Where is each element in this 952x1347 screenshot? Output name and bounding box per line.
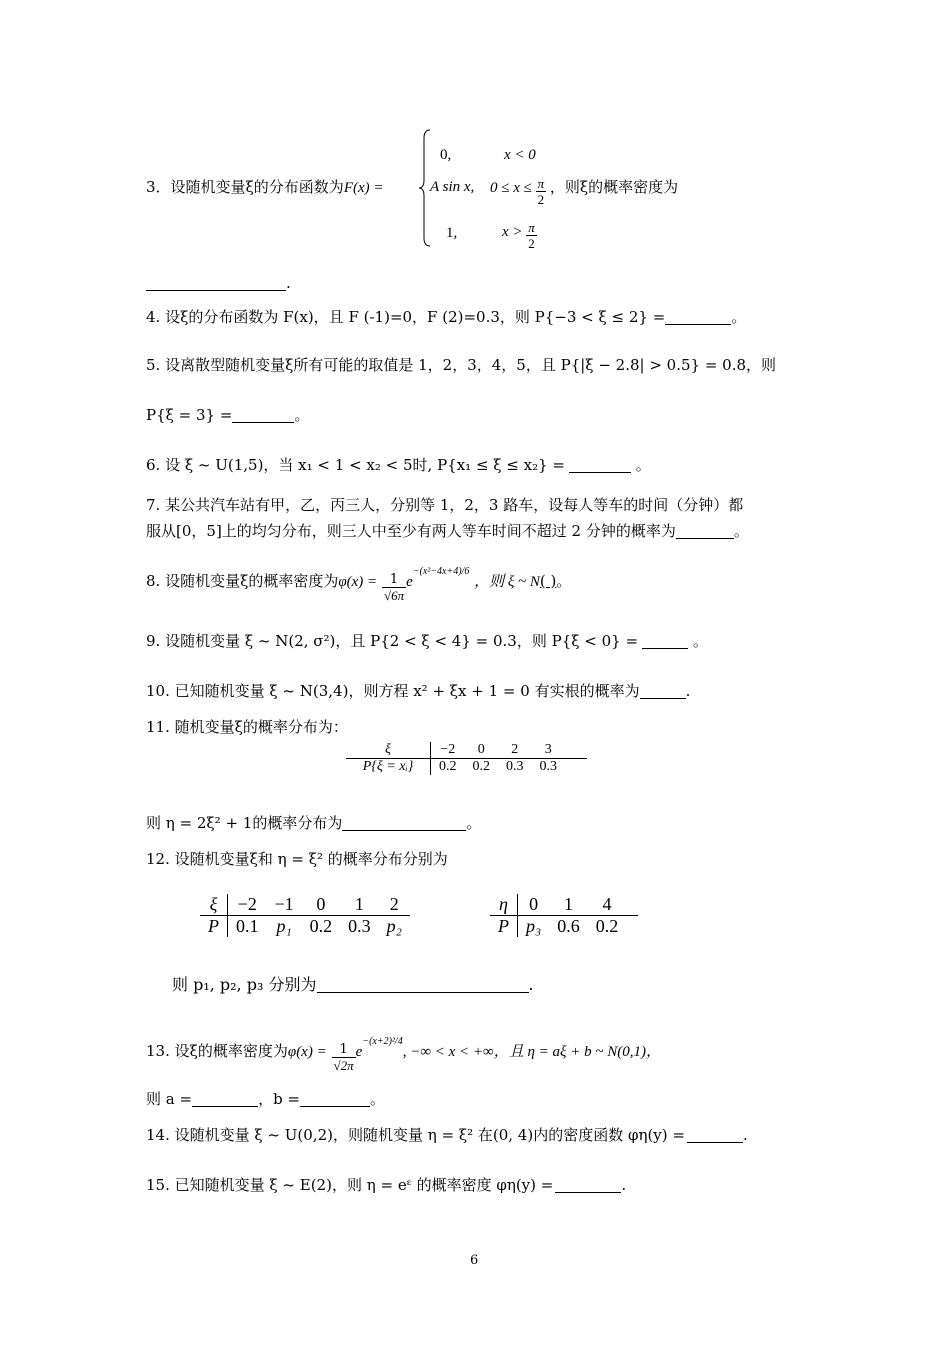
q12-after: 则 p₁, p₂, p₃ 分别为 . (172, 975, 534, 994)
q9-blank[interactable] (642, 633, 688, 649)
q3-case3: 1, (446, 225, 458, 241)
q13-blank-b[interactable] (300, 1091, 370, 1107)
q8: 8. 设随机变量ξ的概率密度为φ(x) = $\frac{1}{√6\pi}$ $e^{-(x^2-4x+4)/6}$ ，则 ξ ~ N( )。 (146, 566, 572, 603)
q9: 9. 设随机变量 ξ ~ N(2, σ²)，且 P{2 < ξ < 4} = 0.3，则 P{ξ < 0} = 。 (146, 632, 708, 650)
q14-blank[interactable] (687, 1127, 743, 1143)
q5-line1: 5. 设离散型随机变量ξ所有可能的取值是 1，2，3，4，5，且 P{|ξ − 2.8| > 0.5} = 0.8，则 (146, 356, 777, 374)
q10-blank[interactable] (640, 683, 686, 699)
page-number: 6 (470, 1253, 479, 1268)
q3-answer: . (146, 272, 291, 294)
q12-table2: η 0 1 4 P p₃ 0.6 0.2 (490, 894, 638, 937)
q3-suffix: ，则ξ的概率密度为 (549, 178, 679, 196)
q15-blank[interactable] (555, 1177, 621, 1193)
q10: 10. 已知随机变量 ξ ~ N(3,4)，则方程 x² + ξx + 1 = 0 有实根的概率为 . (146, 682, 691, 700)
q11-prob-row: P{ξ = xᵢ} 0.2 0.2 0.3 0.3 (346, 759, 587, 776)
q13: 13. 设ξ的概率密度为φ(x) = $\frac{1}{√2\pi}$ $e^{-(x+2)^2/4}$, −∞ < x < +∞，且 η = aξ + b ~ N(0,1)， (146, 1036, 661, 1073)
q5-blank[interactable] (232, 407, 294, 423)
q11-after: 则 η = 2ξ² + 1的概率分布为 。 (146, 814, 482, 832)
q5-line2: P{ξ = 3} = 。 (146, 406, 310, 424)
q4: 4. 设ξ的分布函数为 F(x)，且 F (-1)=0，F (2)=0.3，则 P{−3 < ξ ≤ 2} = 。 (146, 308, 747, 326)
q3-case2: A sin x, (430, 179, 475, 195)
q3-blank[interactable] (146, 275, 286, 291)
q3-case3-cond: x > $\frac{\pi}{2}$ (502, 220, 535, 251)
q13-line2: 则 a = ，b = 。 (146, 1090, 386, 1108)
q13-blank-a[interactable] (192, 1091, 258, 1107)
q15: 15. 已知随机变量 ξ ~ E(2)，则 η = eᵋ 的概率密度 φη(y) = . (146, 1176, 627, 1194)
q3-case1: 0, x < 0 (440, 147, 536, 163)
q3-fx: F(x) = (343, 180, 384, 196)
q3-case2-cond: 0 ≤ x ≤ $\frac{\pi}{2}$ ，则ξ的概率密度为 (490, 176, 679, 207)
q11-header-row: ξ −2 0 2 3 (346, 742, 587, 759)
q3-prefix: 3．设随机变量ξ的分布函数为 (146, 178, 344, 196)
q7-line1: 7. 某公共汽车站有甲，乙，丙三人，分别等 1，2，3 路车，设每人等车的时间（分钟）都 (146, 496, 744, 514)
q12-table1: ξ −2 −1 0 1 2 P 0.1 p₁ 0.2 0.3 p₂ (200, 894, 410, 937)
q12-text: 12. 设随机变量ξ和 η = ξ² 的概率分布分别为 (146, 850, 448, 868)
q8-blank[interactable]: ( ) (539, 572, 557, 590)
q3-line (146, 176, 384, 199)
q7-blank[interactable] (676, 523, 734, 539)
q11-table (346, 742, 587, 775)
q7-line2: 服从[0，5]上的均匀分布，则三人中至少有两人等车时间不超过 2 分钟的概率为 。 (146, 522, 749, 540)
q11-text: 11. 随机变量ξ的概率分布为： (146, 718, 348, 736)
q6-blank[interactable] (569, 457, 631, 473)
q6: 6. 设 ξ ~ U(1,5)，当 x₁ < 1 < x₂ < 5时, P{x₁ ≤ ξ ≤ x₂} = 。 (146, 456, 651, 474)
q12-blank[interactable] (317, 977, 529, 993)
q11-blank[interactable] (342, 815, 466, 831)
q14: 14. 设随机变量 ξ ~ U(0,2)，则随机变量 η = ξ² 在(0, 4)内的密度函数 φη(y) = . (146, 1126, 748, 1144)
q4-blank[interactable] (665, 309, 731, 325)
